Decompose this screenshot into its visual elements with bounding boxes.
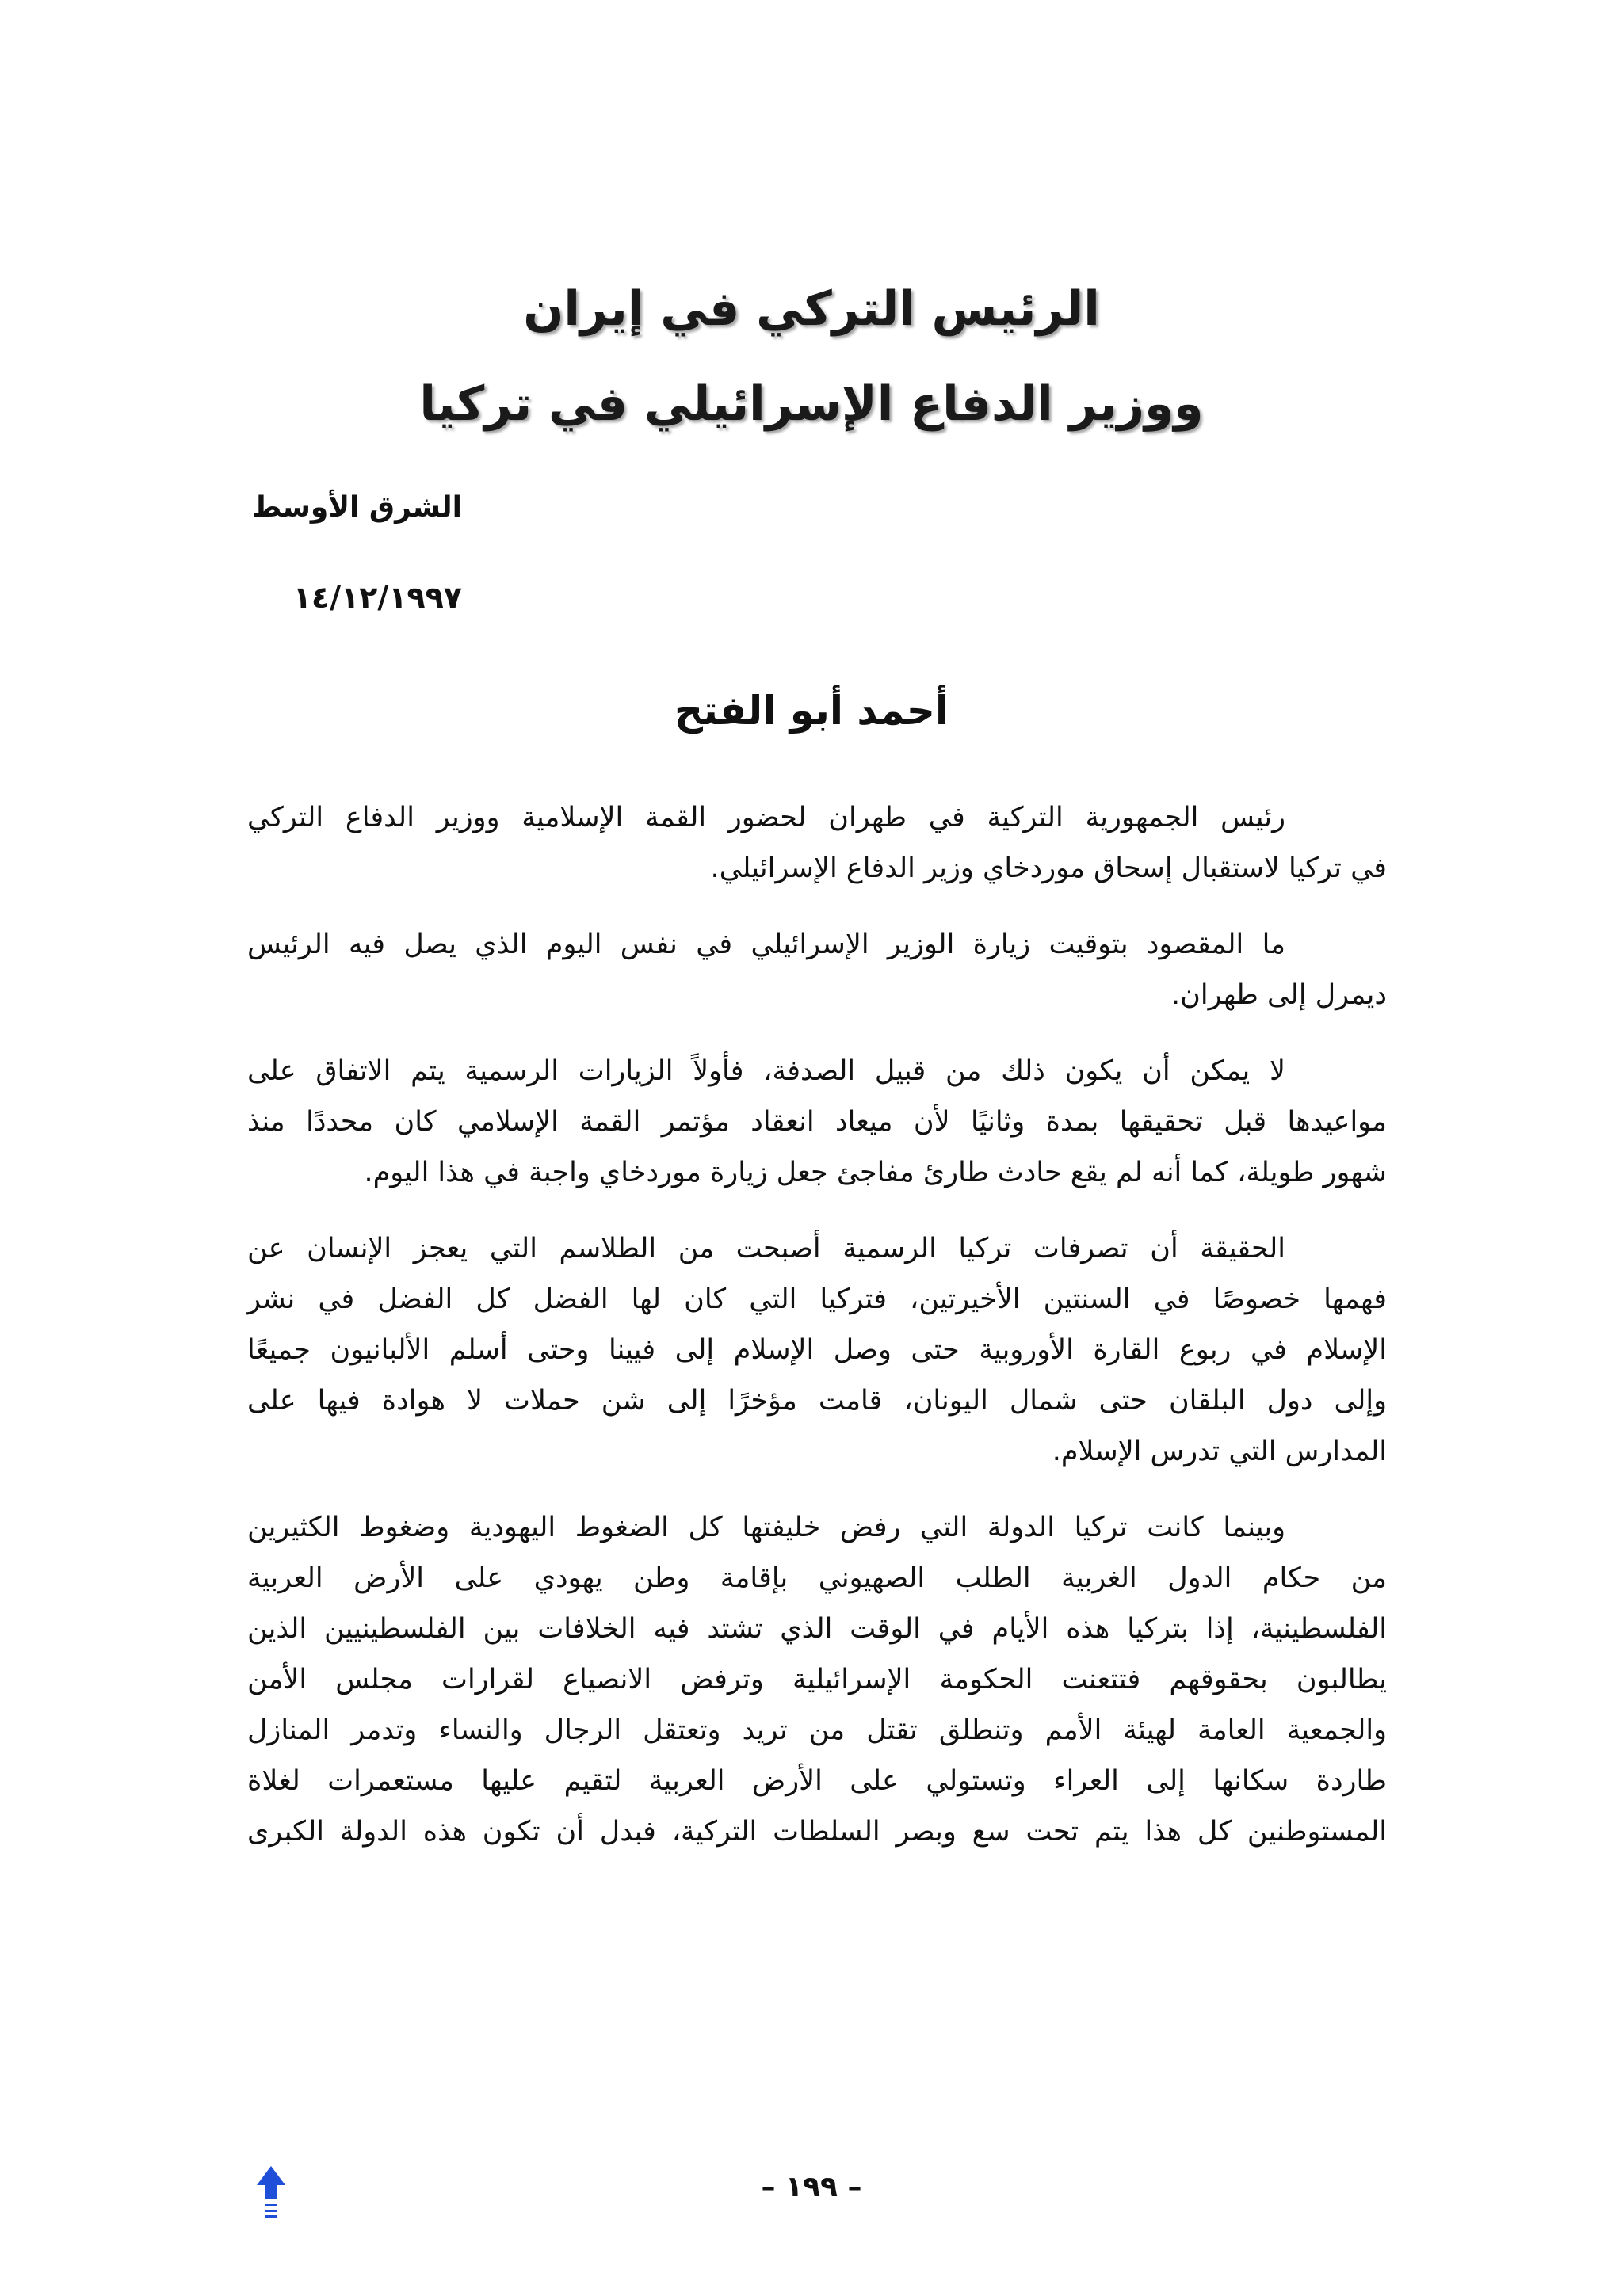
text-line: المدارس التي تدرس الإسلام. — [1052, 1436, 1387, 1467]
text-line: يطالبون بحقوقهم فتتعنت الحكومة الإسرائيلية وترفض الانصياع لقرارات مجلس الأمن — [247, 1664, 1387, 1695]
text-line: مواعيدها قبل تحقيقها بمدة وثانيًا لأن ميعاد انعقاد مؤتمر القمة الإسلامي كان محددًا منذ — [247, 1106, 1387, 1138]
paragraph — [247, 1502, 1387, 1857]
text-line: فهمها خصوصًا في السنتين الأخيرتين، فتركيا التي كان لها الفضل كل الفضل في نشر — [247, 1283, 1387, 1315]
paragraph — [247, 792, 1387, 894]
article-body — [247, 792, 1387, 1882]
text-line: المستوطنين كل هذا يتم تحت سع وبصر السلطات التركية، فبدل أن تكون هذه الدولة الكبرى — [247, 1816, 1387, 1848]
paragraph — [247, 1223, 1387, 1477]
text-line: الحقيقة أن تصرفات تركيا الرسمية أصبحت من الطلاسم التي يعجز الإنسان عن — [247, 1233, 1285, 1264]
text-line: والجمعية العامة لهيئة الأمم وتنطلق تقتل من تريد وتعتقل الرجال والنساء وتدمر المنازل — [247, 1714, 1387, 1746]
publication-date: ١٤/١٢/١٩٩٧ — [292, 580, 462, 615]
page-number: – ١٩٩ – — [761, 2171, 862, 2203]
text-line: وبينما كانت تركيا الدولة التي رفض خليفتها كل الضغوط اليهودية وضغوط الكثيرين — [247, 1512, 1285, 1543]
paragraph — [247, 1046, 1387, 1198]
article-title-line-1: الرئيس التركي في إيران — [523, 281, 1100, 337]
text-line: من حكام الدول الغربية الطلب الصهيوني بإقامة وطن يهودي على الأرض العربية — [247, 1562, 1387, 1594]
up-arrow-icon[interactable] — [255, 2164, 287, 2222]
paragraph — [247, 919, 1387, 1020]
text-line: رئيس الجمهورية التركية في طهران لحضور القمة الإسلامية ووزير الدفاع التركي — [247, 802, 1285, 833]
text-line: الفلسطينية، إذا بتركيا هذه الأيام في الوقت الذي تشتد فيه الخلافات بين الفلسطينيين الذين — [247, 1613, 1387, 1645]
text-line: ديمرل إلى طهران. — [1171, 979, 1387, 1011]
text-line: طاردة سكانها إلى العراء وتستولي على الأرض العربية لتقيم عليها مستعمرات لغلاة — [247, 1765, 1387, 1797]
article-title-line-2: ووزير الدفاع الإسرائيلي في تركيا — [419, 376, 1204, 432]
text-line: لا يمكن أن يكون ذلك من قبيل الصدفة، فأولاً الزيارات الرسمية يتم الاتفاق على — [247, 1055, 1285, 1087]
text-line: شهور طويلة، كما أنه لم يقع حادث طارئ مفاجئ جعل زيارة موردخاي واجبة في هذا اليوم. — [364, 1157, 1387, 1188]
author-name: أحمد أبو الفتح — [674, 688, 949, 734]
text-line: ما المقصود بتوقيت زيارة الوزير الإسرائيلي في نفس اليوم الذي يصل فيه الرئيس — [247, 929, 1285, 960]
text-line: في تركيا لاستقبال إسحاق موردخاي وزير الدفاع الإسرائيلي. — [710, 852, 1387, 884]
text-line: وإلى دول البلقان حتى شمال اليونان، قامت مؤخرًا إلى شن حملات لا هوادة فيها على — [247, 1385, 1387, 1417]
source-name: الشرق الأوسط — [251, 491, 462, 524]
text-line: الإسلام في ربوع القارة الأوروبية حتى وصل الإسلام إلى فيينا وحتى أسلم الألبانيون جميعًا — [247, 1334, 1387, 1366]
